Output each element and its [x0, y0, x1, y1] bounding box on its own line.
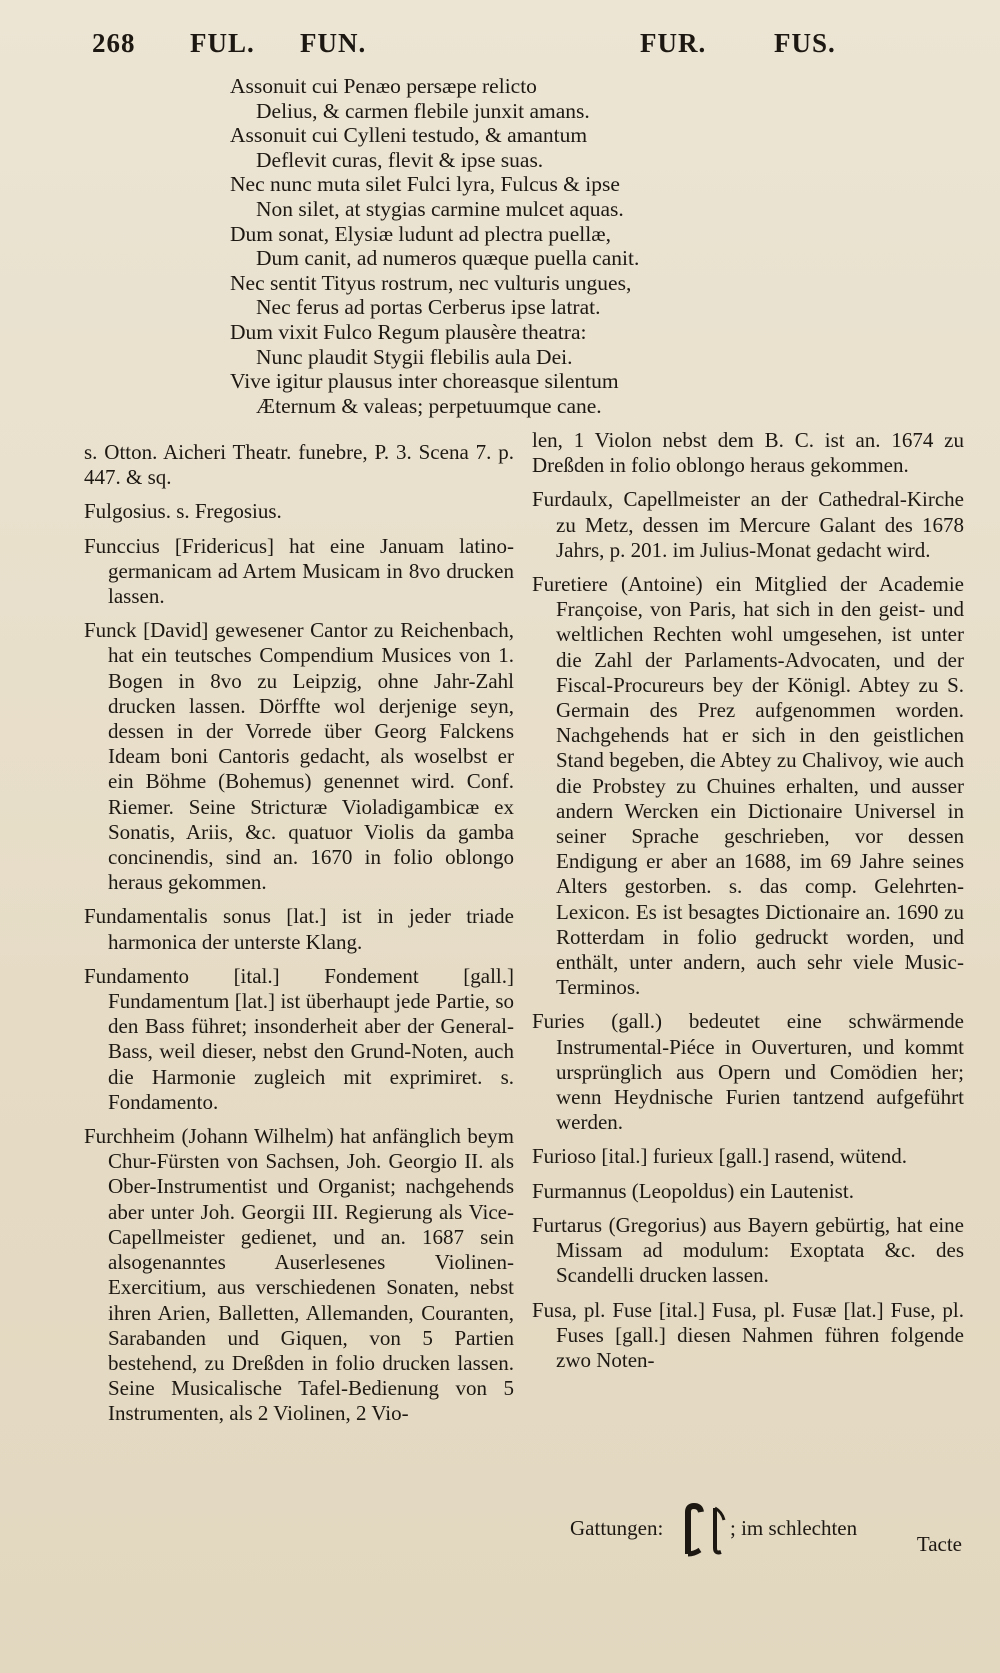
head-word-left-1: FUL.: [190, 28, 255, 58]
dictionary-entry-fundamentalis: Fundamentalis sonus [lat.] ist in jeder triade harmonica der unterste Klang.: [84, 904, 514, 954]
dictionary-entry-furmannus: Furmannus (Leopoldus) ein Lautenist.: [532, 1178, 854, 1203]
poem-line: Delius, & carmen flebile junxit amans.: [256, 98, 590, 123]
poem-line: Dum vixit Fulco Regum plausère theatra:: [230, 319, 587, 344]
fusa-note-icon: [680, 1502, 706, 1558]
poem-line: Nunc plaudit Stygii flebilis aula Dei.: [256, 344, 573, 369]
dictionary-entry-furdaulx: Furdaulx, Capellmeister an der Cathedral-Kirche zu Metz, dessen im Mercure Galant des 1678 Jahrs, p. 201. im Julius-Monat gedacht wird.: [532, 487, 964, 562]
dictionary-entry-furtarus: Furtarus (Gregorius) aus Bayern gebürtig, hat eine Missam ad modulum: Exoptata &c. des Scandelli drucken lassen.: [532, 1212, 964, 1288]
dictionary-entry-funck: Funck [David] gewesener Cantor zu Reichenbach, hat ein teutsches Compendium Musices von 1. Bogen in 8vo zu Leipzig, ohne Jahr-Zahl drucken lassen. Dörffte wol derjenige seyn, dessen in der Vorrede über Georg Falckens Ideam boni Cantoris gedacht, als woselbst er ein Böhme (Bohemus) genennet wird. Conf. Riemer. Seine Stricturæ Violadigambicæ ex Sonatis, Ariis, &c. quatuor Violis da gamba concinendis, sind an. 1670 in folio oblongo heraus gekommen.: [84, 618, 514, 895]
poem-line: Vive igitur plausus inter choreasque silentum: [230, 369, 619, 394]
dictionary-entry-fulgosius: Fulgosius. s. Fregosius.: [84, 499, 282, 524]
dictionary-entry-furioso: Furioso [ital.] furieux [gall.] rasend, wütend.: [532, 1144, 907, 1169]
catchword: Tacte: [916, 1532, 962, 1556]
poem-line: Assonuit cui Cylleni testudo, & amantum: [230, 123, 588, 148]
page-number: 268: [92, 28, 136, 58]
poem-line: Dum sonat, Elysiæ ludunt ad plectra puellæ,: [230, 221, 611, 246]
poem-line: Assonuit cui Penæo persæpe relicto: [230, 74, 537, 98]
music-notes-line: [570, 1502, 970, 1562]
head-word-right-2: FUS.: [774, 28, 836, 58]
poem-line: Nec ferus ad portas Cerberus ipse latrat.: [256, 295, 601, 320]
poem-line: Nec sentit Tityus rostrum, nec vulturis ungues,: [230, 270, 632, 295]
left-column: [84, 440, 514, 1436]
entry-continuation: len, 1 Violon nebst dem B. C. ist an. 1674 zu Dreßden in folio oblongo heraus gekommen.: [532, 428, 964, 478]
right-column: [532, 428, 964, 1382]
dictionary-entry-fundamento: Fundamento [ital.] Fondement [gall.] Fundamentum [lat.] ist überhaupt jede Partie, so den Bass führet; insonderheit aber der General-Bass, weil dieser, nebst den Grund-Noten, auch die Harmonie zugleich mit exprimiret. s. Fondamento.: [84, 963, 514, 1114]
music-tail-text: ; im schlechten: [730, 1516, 858, 1540]
poem-line: Dum canit, ad numeros quæque puella canit.: [256, 246, 640, 271]
head-word-right-1: FUR.: [640, 28, 707, 58]
dictionary-entry-furetiere: Furetiere (Antoine) ein Mitglied der Academie Françoise, von Paris, hat sich in den geist- und weltlichen Rechten wohl umgesehen, ist unter die Zahl der Parlaments-Advocaten, und der Fiscal-Procureurs bey der Königl. Abtey zu S. Germain des Prez aufgenommen worden. Nachgehends hat er sich in den geistlichen Stand begeben, die Abtey zu Chalivoy, wie auch die Probstey zu Chuines erhalten, und ausser andern Wercken ein Dictionaire Universel in seiner Sprache geschrieben, vor dessen Endigung er aber an 1688, im 69 Jahre seines Alters gestorben. s. das comp. Gelehrten-Lexicon. Es ist besagtes Dictionaire an. 1690 zu Rotterdam in folio gedruckt worden, und enthält, unter andern, auch sehr viele Music-Terminos.: [532, 572, 964, 1000]
head-word-left-2: FUN.: [300, 28, 367, 58]
fusa-note-flag-icon: [706, 1502, 728, 1558]
poem-line: Deflevit curas, flevit & ipse suas.: [256, 147, 544, 172]
dictionary-entry-furies: Furies (gall.) bedeutet eine schwärmende Instrumental-Piéce in Ouverturen, und kommt ursprünglich aus Opern und Comödien her; wenn Heydnische Furien tantzend aufgeführt werden.: [532, 1009, 964, 1135]
running-head: [0, 28, 1000, 68]
music-label: Gattungen:: [570, 1516, 664, 1540]
poem-line: Non silet, at stygias carmine mulcet aquas.: [256, 196, 624, 221]
reference-line: s. Otton. Aicheri Theatr. funebre, P. 3. Scena 7. p. 447. & sq.: [84, 440, 514, 490]
poem-line: Æternum & valeas; perpetuumque cane.: [256, 393, 602, 418]
dictionary-entry-furchheim: Furchheim (Johann Wilhelm) hat anfänglich beym Chur-Fürsten von Sachsen, Joh. Georgio II. als Ober-Instrumentist und Organist; nachgehends aber unter Joh. Georgii III. Regierung als Vice-Capellmeister gedienet, und an. 1687 sein alsogenanntes Auserlesenes Violinen-Exercitium, aus verschiedenen Sonaten, nebst ihren Arien, Balletten, Allemanden, Couranten, Sarabanden und Giquen, von 5 Partien bestehend, zu Dreßden in folio drucken lassen. Seine Musicalische Tafel-Bedienung von 5 Instrumenten, als 2 Violinen, 2 Vio-: [84, 1124, 514, 1426]
poem-line: Nec nunc muta silet Fulci lyra, Fulcus & ipse: [230, 172, 620, 197]
dictionary-entry-funccius: Funccius [Fridericus] hat eine Januam latino-germanicam ad Artem Musicam in 8vo drucken lassen.: [84, 533, 514, 609]
dictionary-entry-fusa: Fusa, pl. Fuse [ital.] Fusa, pl. Fusæ [lat.] Fuse, pl. Fuses [gall.] diesen Nahmen führen folgende zwo Noten-: [532, 1297, 964, 1372]
latin-poem: [230, 74, 750, 418]
